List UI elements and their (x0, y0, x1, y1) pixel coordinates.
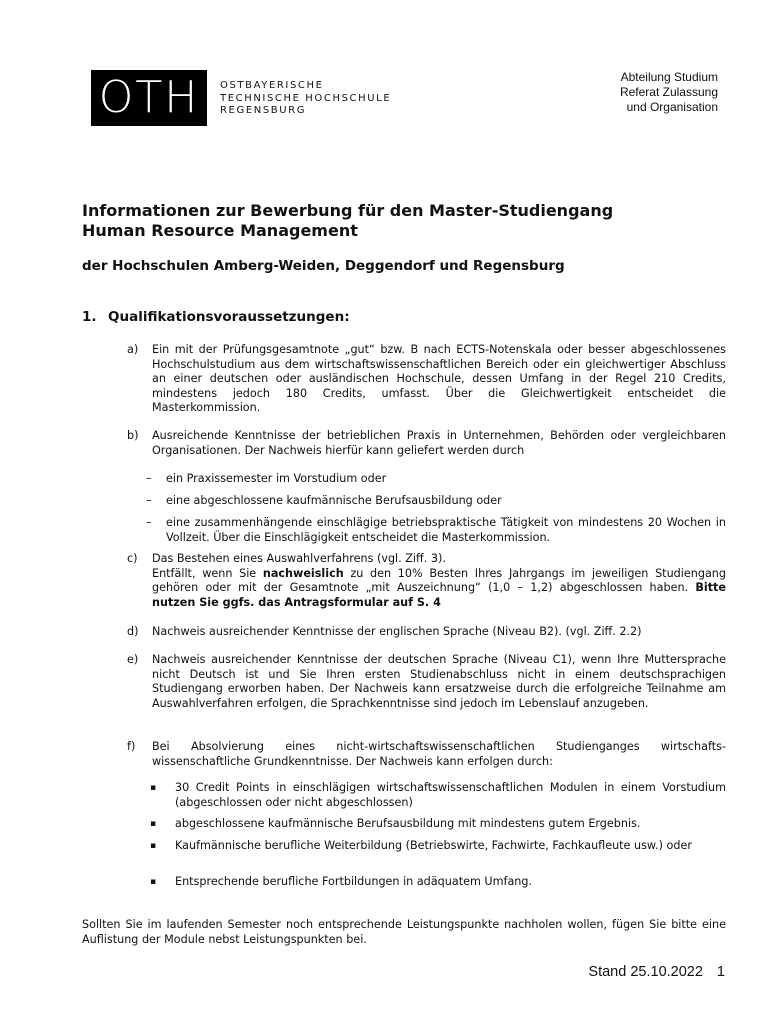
title-line: Informationen zur Bewerbung für den Master-Studiengang (82, 201, 614, 220)
text-run: zu den 10% Besten Ihres Jahrgangs im jeweiligen Studiengang gehören oder mit der Gesamtnote „mit Auszeichnung“ (1,0 – 1,2) abgeschlossen haben. (152, 566, 726, 595)
sub-item-text: eine abgeschlossene kaufmännische Berufsausbildung oder (166, 494, 502, 507)
oth-logo (91, 70, 417, 128)
sub-list-item (146, 472, 726, 487)
item-text-line: Das Bestehen eines Auswahlverfahrens (vgl. Ziff. 3). (152, 552, 446, 565)
item-text-paragraph (152, 567, 726, 611)
bullet-text: abgeschlossene kaufmännische Berufsausbildung mit mindestens gutem Ergebnis. (175, 817, 641, 830)
dash-marker: – (146, 494, 152, 507)
item-label: e) (127, 653, 139, 666)
item-label: a) (127, 343, 139, 356)
document-subtitle: der Hochschulen Amberg-Weiden, Deggendorf und Regensburg (82, 258, 565, 274)
bullet-text: 30 Credit Points in einschlägigen wirtschaftswissenschaftlichen Modulen in einem Vorstudium (abgeschlossen oder nicht abgeschlossen) (175, 781, 726, 809)
sub-list-item (146, 516, 726, 545)
item-text (152, 552, 726, 610)
list-item-b (127, 429, 726, 458)
title-line: Human Resource Management (82, 221, 358, 240)
bullet-marker: ▪ (150, 783, 157, 793)
section-title: Qualifikationsvoraussetzungen: (108, 309, 350, 325)
logo-wordmark (220, 80, 391, 118)
bullet-item (150, 875, 726, 890)
bullet-item (150, 839, 726, 854)
form-hint-text: Bitte nutzen Sie ggfs. das Antragsformular auf S. 4 (152, 581, 726, 609)
logo-line: REGENSBURG (220, 105, 307, 116)
department-line: Abteilung Studium (620, 70, 718, 84)
logo-line: TECHNISCHE HOCHSCHULE (220, 92, 392, 104)
stand-date: Stand 25.10.2022 (588, 964, 703, 980)
section-number: 1. (82, 309, 97, 325)
section-heading (82, 309, 350, 325)
bullet-item (150, 817, 726, 832)
logo-mark (91, 70, 207, 126)
sub-item-text: ein Praxissemester im Vorstudium oder (166, 472, 387, 485)
bullet-item (150, 781, 726, 810)
list-item-c (127, 552, 726, 610)
item-label: d) (127, 625, 139, 638)
page-number: 1 (716, 964, 725, 980)
dash-marker: – (146, 516, 152, 529)
list-item-f (127, 740, 726, 769)
bullet-marker: ▪ (150, 841, 157, 851)
text-run: Entfällt, wenn Sie (152, 566, 263, 580)
department-info (620, 70, 718, 115)
item-text: Nachweis ausreichender Kenntnisse der englischen Sprache (Niveau B2). (vgl. Ziff. 2.2) (152, 625, 642, 638)
item-text: Ein mit der Prüfungsgesamtnote „gut“ bzw. B nach ECTS-Notenskala oder besser abgeschlossenes Hochschulstudium aus dem wirtschaftswissenschaftlichen Bereich oder ein gleichwertiger Abschluss an einer deutschen oder ausländischen Hochschule, dessen Umfang in der Regel 210 Credits, mindestens jedoch 180 Credits, umfasst. Über die Gleichwertigkeit entscheidet die Masterkommission. (152, 343, 726, 415)
item-label: f) (127, 740, 136, 753)
bullet-marker: ▪ (150, 819, 157, 829)
item-label: b) (127, 429, 139, 442)
department-line: Referat Zulassung (619, 85, 718, 99)
sub-item-text: eine zusammenhängende einschlägige betriebspraktische Tätigkeit von mindestens 20 Wochen in Vollzeit. Über die Einschlägigkeit entscheidet die Masterkommission. (166, 516, 726, 544)
item-label: c) (127, 552, 138, 565)
list-item-a (127, 343, 726, 416)
item-text: Bei Absolvierung eines nicht-wirtschaftswissenschaftlichen Studienganges wirtschafts-wissenschaftliche Grundkenntnisse. Der Nachweis kann erfolgen durch: (152, 740, 726, 768)
logo-line: OSTBAYERISCHE (220, 80, 324, 91)
bullet-marker: ▪ (150, 877, 157, 887)
logo-letters: OTH (98, 72, 200, 123)
page-footer (588, 964, 725, 980)
item-text: Ausreichende Kenntnisse der betrieblichen Praxis in Unternehmen, Behörden oder vergleichbaren Organisationen. Der Nachweis hierfür kann geliefert werden durch (152, 429, 726, 457)
dash-marker: – (146, 472, 152, 485)
emphasis-text: nachweislich (262, 566, 344, 580)
bullet-text: Entsprechende berufliche Fortbildungen in adäquatem Umfang. (175, 875, 533, 888)
list-item-d (127, 625, 726, 640)
bullet-text: Kaufmännische berufliche Weiterbildung (Betriebswirte, Fachwirte, Fachkaufleute usw.) oder (175, 839, 692, 852)
item-text: Nachweis ausreichender Kenntnisse der deutschen Sprache (Niveau C1), wenn Ihre Muttersprache nicht Deutsch ist und Sie Ihren ersten Studienabschluss nicht in einem deutschsprachigen Studiengang erworben haben. Der Nachweis kann ersatzweise durch die erfolgreiche Teilnahme am Auswahlverfahren erfolgen, die Sprachkenntnisse sind jedoch im Lebenslauf anzugeben. (152, 653, 726, 710)
document-title (82, 201, 613, 241)
sub-list-item (146, 494, 726, 509)
list-item-e (127, 653, 726, 711)
closing-note: Sollten Sie im laufenden Semester noch entsprechende Leistungspunkte nachholen wollen, fügen Sie bitte eine Auflistung der Module nebst Leistungspunkten bei. (82, 918, 726, 946)
department-line: und Organisation (626, 100, 718, 114)
